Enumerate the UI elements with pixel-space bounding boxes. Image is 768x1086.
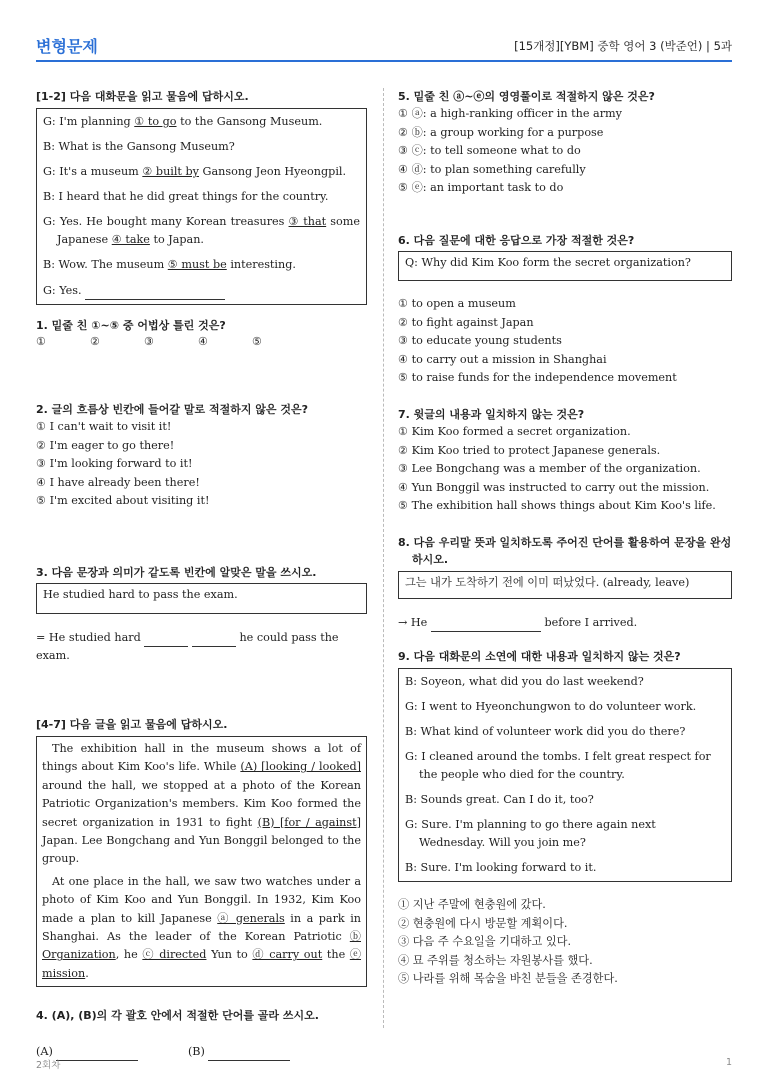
dialogue-line: B: Soyeon, what did you do last weekend? [405, 674, 644, 688]
q5-option[interactable]: ③ ⓒ: to tell someone what to do [398, 144, 581, 158]
answer-blank[interactable] [85, 281, 225, 300]
q6-options [398, 295, 732, 388]
passage-paragraph-1: The exhibition hall in the museum shows a lot of things about Kim Koo's life. While (A) [looking / looked] around the hall, we stopped at a photo of the Korean Patriotic Organization's members. Kim Koo formed the secret organization in 1931 to fight (B) [for / against] Japan. Lee Bongchang and Yun Bonggil belonged to the group. [42, 741, 361, 866]
q4-answer: (A) (B) [36, 1042, 367, 1061]
q2-option[interactable]: ⑤ I'm excited about visiting it! [36, 494, 210, 508]
right-column [398, 88, 732, 989]
q1-question: 1. 밑줄 친 ①~⑤ 중 어법상 틀린 것은? [36, 319, 226, 332]
q4-question: 4. (A), (B)의 각 괄호 안에서 적절한 단어를 골라 쓰시오. [36, 1009, 319, 1023]
dialogue-line: G: It's a museum ② built by Gansong Jeon Hyeongpil. [43, 165, 347, 178]
q7-options [398, 423, 732, 516]
q8-question: 8. 다음 우리말 뜻과 일치하도록 주어진 단어를 활용하여 문장을 완성하시오. [398, 535, 732, 566]
q9-option[interactable]: ③ 다음 주 수요일을 기대하고 있다. [398, 935, 572, 949]
q5-options [398, 105, 732, 198]
q9-option[interactable]: ① 지난 주말에 현충원에 갔다. [398, 897, 546, 911]
q7-option[interactable]: ④ Yun Bonggil was instructed to carry out the mission. [398, 480, 710, 494]
dialogue-line: G: Yes. [43, 281, 360, 300]
dialogue-box-1 [36, 108, 367, 305]
q1-option[interactable]: ④ [198, 335, 208, 348]
footer-round: 2회차 [36, 1060, 61, 1071]
q2-option[interactable]: ① I can't wait to visit it! [36, 420, 172, 433]
q7-option[interactable]: ③ Lee Bongchang was a member of the organization. [398, 462, 701, 476]
q3-sentence: He studied hard to pass the exam. [43, 587, 238, 601]
q6-question: 6. 다음 질문에 대한 응답으로 가장 적절한 것은? [398, 233, 635, 247]
q9-option[interactable]: ④ 묘 주위를 청소하는 자원봉사를 했다. [398, 953, 593, 967]
dialogue-line: G: I cleaned around the tombs. I felt great respect for the people who died for the country. [405, 749, 711, 781]
q4-7-instruction: [4-7] 다음 글을 읽고 물음에 답하시오. [36, 717, 228, 731]
page-number: 1 [725, 1057, 732, 1068]
q7-option[interactable]: ① Kim Koo formed a secret organization. [398, 424, 631, 438]
q1-option[interactable]: ③ [144, 335, 154, 348]
q2-option[interactable]: ② I'm eager to go there! [36, 438, 175, 452]
q1-option[interactable]: ① [36, 335, 46, 348]
q3-sentence-box [36, 583, 367, 614]
answer-blank[interactable] [144, 628, 188, 647]
q3-question: 3. 다음 문장과 의미가 같도록 빈칸에 알맞은 말을 쓰시오. [36, 565, 317, 579]
dialogue-line: G: I'm planning ① to go to the Gansong Museum. [43, 115, 323, 128]
dialogue-line: B: I heard that he did great things for the country. [43, 190, 329, 203]
dialogue-line: B: What is the Gansong Museum? [43, 140, 235, 153]
dialogue-line: B: Sounds great. Can I do it, too? [405, 792, 594, 806]
q2-question: 2. 글의 흐름상 빈칸에 들어갈 말로 적절하지 않은 것은? [36, 403, 308, 416]
passage-paragraph-2: At one place in the hall, we saw two watches under a photo of Kim Koo and Yun Bonggil. In 1932, Kim Koo made a plan to kill Japanese ⓐ generals in a park in Shanghai. As the leader of the Korean Patriotic ⓑ Organization, he ⓒ directed Yun to ⓓ carry out the ⓔ mission. [42, 874, 362, 980]
q2-option[interactable]: ④ I have already been there! [36, 475, 200, 489]
q2-option[interactable]: ③ I'm looking forward to it! [36, 457, 193, 471]
q6-option[interactable]: ④ to carry out a mission in Shanghai [398, 352, 607, 366]
column-divider [383, 88, 384, 1028]
answer-blank[interactable] [431, 613, 541, 632]
q7-option[interactable]: ⑤ The exhibition hall shows things about Kim Koo's life. [398, 499, 716, 513]
q8-prompt: 그는 내가 도착하기 전에 이미 떠났었다. (already, leave) [405, 575, 690, 589]
q7-question: 7. 윗글의 내용과 일치하지 않는 것은? [398, 407, 585, 421]
dialogue-line: B: Sure. I'm looking forward to it. [405, 860, 597, 874]
q5-option[interactable]: ② ⓑ: a group working for a purpose [398, 125, 604, 139]
q5-option[interactable]: ④ ⓓ: to plan something carefully [398, 162, 586, 176]
page-title: 변형문제 [36, 37, 98, 56]
q7-option[interactable]: ② Kim Koo tried to protect Japanese generals. [398, 443, 661, 457]
q6-option[interactable]: ⑤ to raise funds for the independence movement [398, 371, 677, 385]
q8-prompt-box [398, 571, 732, 599]
q6-option[interactable]: ① to open a museum [398, 296, 516, 310]
q9-option[interactable]: ⑤ 나라를 위해 목숨을 바친 분들을 존경한다. [398, 972, 618, 986]
passage-box [36, 736, 367, 987]
q2-options [36, 418, 367, 511]
left-column [36, 88, 367, 1061]
q6-prompt: Q: Why did Kim Koo form the secret organization? [405, 255, 691, 269]
q3-answer: = He studied hard he could pass the exam. [36, 628, 367, 665]
dialogue-line: G: I went to Hyeonchungwon to do volunteer work. [405, 699, 697, 713]
header-rule [36, 60, 732, 62]
answer-blank[interactable] [208, 1042, 290, 1061]
q9-option[interactable]: ② 현충원에 다시 방문할 계획이다. [398, 916, 568, 930]
q1-options [36, 335, 367, 348]
q9-question: 9. 다음 대화문의 소연에 대한 내용과 일치하지 않는 것은? [398, 649, 681, 663]
dialogue-line: B: Wow. The museum ⑤ must be interesting. [43, 258, 296, 271]
q5-option[interactable]: ① ⓐ: a high-ranking officer in the army [398, 107, 622, 120]
q5-option[interactable]: ⑤ ⓔ: an important task to do [398, 181, 564, 195]
dialogue-box-2 [398, 668, 732, 882]
dialogue-line: B: What kind of volunteer work did you do there? [405, 724, 686, 738]
course-info: [15개정][YBM] 중학 영어 3 (박준언) | 5과 [514, 39, 732, 53]
q9-options [398, 896, 732, 989]
q6-option[interactable]: ② to fight against Japan [398, 315, 534, 329]
q1-option[interactable]: ⑤ [252, 335, 262, 348]
q1-option[interactable]: ② [90, 335, 100, 348]
q6-prompt-box [398, 251, 732, 281]
q5-question: 5. 밑줄 친 ⓐ~ⓔ의 영영풀이로 적절하지 않은 것은? [398, 90, 655, 103]
answer-blank[interactable] [56, 1042, 138, 1061]
q1-2-instruction: [1-2] 다음 대화문을 읽고 물음에 답하시오. [36, 90, 249, 103]
dialogue-line: G: Sure. I'm planning to go there again next Wednesday. Will you join me? [405, 817, 656, 849]
answer-blank[interactable] [192, 628, 236, 647]
q6-option[interactable]: ③ to educate young students [398, 334, 562, 348]
dialogue-line: G: Yes. He bought many Korean treasures ③ that some Japanese ④ take to Japan. [43, 215, 360, 246]
q8-answer: → He before I arrived. [398, 613, 732, 632]
